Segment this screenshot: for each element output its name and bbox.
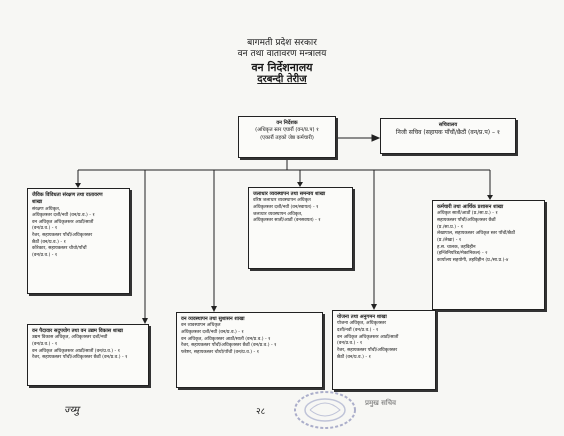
management-line: अधिकृतस्तर दशौं/नवौं (वन/प्र.व.) - १ [181, 329, 244, 335]
biodiversity-line: छैठौं (वन/प्र.व.) - १ [32, 239, 66, 245]
box-forest-produce-branch [27, 324, 149, 386]
biodiversity-line: वन अधिकृत अधिकृतस्तर आठौं/सातौं [32, 219, 94, 225]
header-line-ministry: वन तथा वातावरण मन्त्रालय [237, 49, 327, 60]
management-line: फरेष्टर, सहायकस्तर चौथो/पाँचौं (वन/प्र.व.) - १ [181, 349, 260, 355]
biodiversity-line: रेंजर, सहायकस्तर पाँचौं/अधिकृतस्तर [32, 233, 93, 239]
management-line: वन व्यवस्थापन अधिकृत [181, 323, 221, 329]
secretariat-line: निजी सचिव (सहायक पाँचौं/छैठौं (वन/प्र.प) – १ [395, 129, 501, 137]
signature-label: प्रमुख सचिव [365, 399, 397, 407]
admin-title: कर्मचारी तथा आर्थिक प्रशासन शाखा [437, 204, 504, 210]
admin-line: सहायकस्तर पाँचौं/अधिकृतस्तर छैठौं [437, 217, 496, 223]
handwritten-initials: ज्य्मु [64, 405, 79, 416]
planning-line: दशौं/नवौं (वन/प्र.व.) - १ [337, 327, 379, 333]
planning-line: वन अधिकृत अधिकृतस्तर आठौं/सातौं [337, 334, 399, 340]
management-line: रेंजर, सहायकस्तर पाँचौं/अधिकृतस्तर छैठौं (वन/प्र.व.) - १ [181, 343, 277, 349]
planning-line: छैठौं (वन/प्र.व.) - १ [337, 354, 371, 360]
header-line-title: दरबन्दी तेरीज [257, 74, 307, 86]
admin-line: ह.स. चालक, तहविहीन [437, 244, 476, 250]
planning-title: योजना तथा अनुगमन शाखा [337, 314, 387, 320]
box-forest-director [238, 116, 336, 158]
forestry-line: वरिष्ठ जलाधार व्यवस्थापन अधिकृत [253, 198, 311, 204]
planning-line: योजना अधिकृत, अधिकृतस्तर [337, 321, 387, 327]
produce-line: उद्यम विकास अधिकृत, अधिकृतस्तर दशौं/नवौं [32, 335, 108, 341]
produce-title: वन पैदावार सदुपयोग तथा वन उद्यम विकास शाखा [32, 328, 123, 334]
page-number: २८ [256, 407, 266, 417]
header-line-government: बागमती प्रदेश सरकार [247, 38, 317, 48]
biodiversity-title: जैविक विविधता संरक्षण तथा वातावरण [32, 192, 103, 198]
root-line: (अधिकृत स्तर एघारौं (वन/प्र.प) १ [255, 127, 319, 134]
biodiversity-line: (वन/प्र.व.) - १ [32, 226, 58, 232]
admin-line: (प्र./सा.प्र.) - १ [437, 224, 464, 230]
forestry-title: जलाधार व्यवस्थापन तथा समन्वय शाखा [253, 191, 326, 197]
arrow-to-secretariat [372, 135, 379, 141]
planning-line: रेंजर, सहायकस्तर पाँचौं/अधिकृतस्तर [337, 347, 398, 353]
admin-line: लेखापाल, सहायकस्तर अधिकृत स्तर पाँचौं/छैठौं [437, 231, 515, 237]
header-line-directorate: वन निर्देशनालय [251, 60, 313, 74]
produce-line: वन अधिकृत अधिकृतस्तर आठौं/सातौं (वन/प्र.व.) - १ [32, 348, 121, 354]
management-line: वन अधिकृत, अधिकृतस्तर आठौं/सातौं (वन/प्र.व.) - १ [181, 336, 271, 342]
box-admin-finance-branch [432, 200, 545, 310]
biodiversity-line: कोरेक्टर, सहायकस्तर चौथो/पाँचौं [32, 246, 87, 252]
forestry-line: जलाधार व्यवस्थापन अधिकृत, [253, 211, 303, 217]
produce-line: (वन/प्र.व.) - १ [32, 341, 58, 347]
box-secretariat [380, 118, 516, 154]
biodiversity-line: अधिकृतस्तर दशौं/नवौं (वन/प्र.व.) - १ [32, 213, 95, 219]
official-seal-stamp [290, 388, 360, 432]
box-watershed-branch [248, 187, 353, 269]
forestry-line: अधिकृतस्तर दशौं/नवौं (वन/स्वायत) - १ [253, 204, 319, 210]
admin-line: (प्र./लेखा) - १ [437, 237, 462, 243]
root-title: वन निर्देशक [276, 120, 298, 126]
produce-line: रेंजर, सहायकस्तर पाँचौं/अधिकृतस्तर छैठौं (वन/प्र.व.) - १ [32, 355, 128, 361]
box-planning-monitoring-branch [332, 310, 436, 390]
planning-line: (वन/प्र.व.) - १ [337, 341, 363, 347]
biodiversity-line: (वन/प्र.व.) - १ [32, 253, 58, 259]
root-line: (एकारौं तहको जेष्ठ कर्मचारी) [260, 134, 314, 141]
box-forest-management-branch [176, 312, 323, 388]
admin-line: (इन्जिनियरिङ/मेकानिकल) - २ [437, 251, 488, 257]
biodiversity-subtitle: शाखा [32, 199, 43, 206]
biodiversity-line: संरक्षण अधिकृत, [32, 206, 61, 212]
management-title: वन व्यवस्थापन तथा सुशासन शाखा [181, 316, 245, 322]
forestry-line: अधिकृतस्तर सातौं/आठौं (वनसवयत) - १ [253, 218, 321, 224]
admin-line: कार्यालय सहयोगी, तहविहीन (प्र./सा.प्र.)-४ [437, 257, 509, 263]
admin-line: अधिकृत सातौं/आठौं (प्र./सा.प्र.) - १ [437, 211, 498, 217]
box-biodiversity-branch [27, 188, 130, 294]
secretariat-title: सचिवालय [438, 122, 458, 128]
